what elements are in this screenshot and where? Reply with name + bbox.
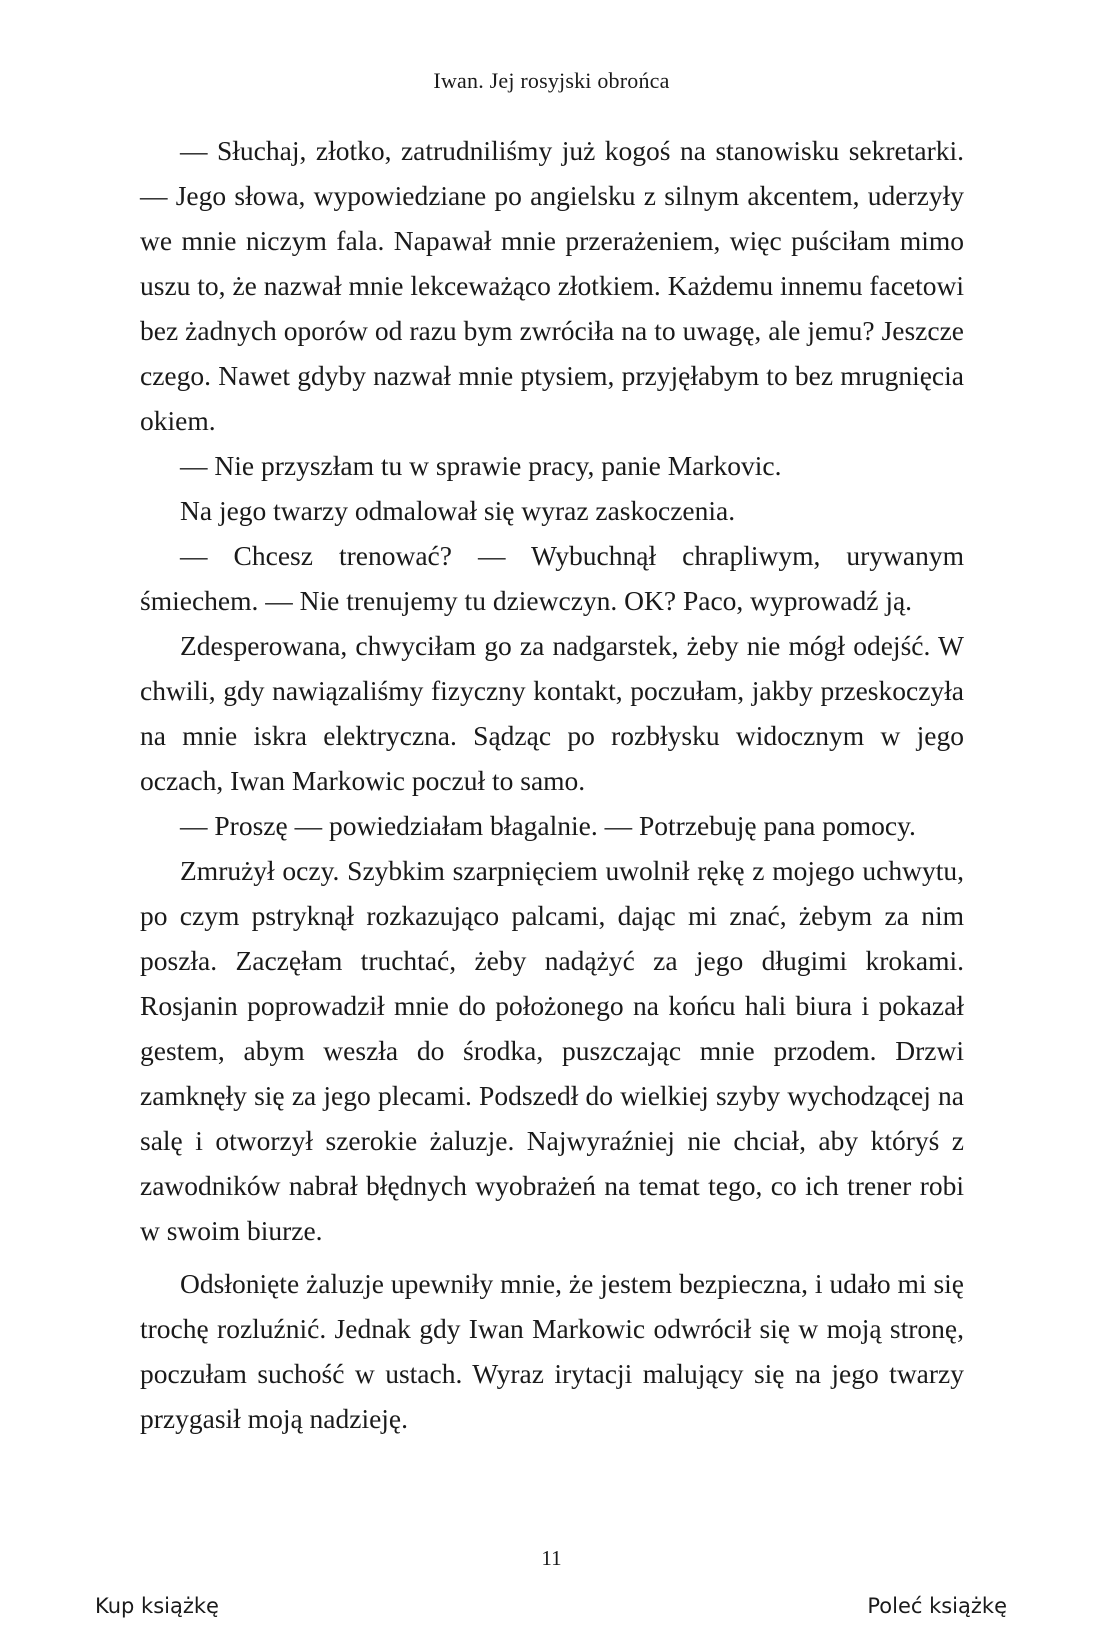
page-number: 11 (541, 1546, 562, 1570)
body-text (140, 128, 964, 1441)
paragraph: Zdesperowana, chwyciłam go za nadgarstek, żeby nie mógł odejść. W chwili, gdy nawiązaliśmy fizyczny kontakt, poczułam, jakby przeskoczyła na mnie iskra elektryczna. Sądząc po rozbłysku widocznym w jego oczach, Iwan Markowic poczuł to samo. (140, 630, 964, 796)
paragraph: — Chcesz trenować? — Wybuchnął chrapliwym, urywanym śmiechem. — Nie trenujemy tu dziewczyn. OK? Paco, wyprowadź ją. (140, 540, 964, 616)
paragraph: Zmrużył oczy. Szybkim szarpnięciem uwolnił rękę z mojego uchwytu, po czym pstryknął rozkazująco palcami, dając mi znać, żebym za nim poszła. Zaczęłam truchtać, żeby nadążyć za jego długimi krokami. Rosjanin poprowadził mnie do położonego na końcu hali biura i pokazał gestem, abym weszła do środka, puszczając mnie przodem. Drzwi zamknęły się za jego plecami. Podszedł do wielkiej szyby wychodzącej na salę i otworzył szerokie żaluzje. Najwyraźniej nie chciał, aby któryś z zawodników nabrał błędnych wyobrażeń na temat tego, co ich trener robi w swoim biurze. (140, 855, 964, 1246)
paragraph: — Nie przyszłam tu w sprawie pracy, panie Markovic. (180, 450, 782, 481)
paragraph: Odsłonięte żaluzje upewniły mnie, że jestem bezpieczna, i udało mi się trochę rozluźnić. Jednak gdy Iwan Markowic odwrócił się w moją stronę, poczułam suchość w ustach. Wyraz irytacji malujący się na jego twarzy przygasił moją nadzieję. (140, 1268, 964, 1434)
paragraph: Na jego twarzy odmalował się wyraz zaskoczenia. (180, 495, 736, 526)
paragraph: — Proszę — powiedziałam błagalnie. — Potrzebuję pana pomocy. (180, 810, 916, 841)
recommend-book-link[interactable]: Poleć książkę (867, 1594, 1007, 1618)
running-header: Iwan. Jej rosyjski obrońca (433, 68, 670, 93)
paragraph: — Słuchaj, złotko, zatrudniliśmy już kogoś na stanowisku sekretarki. — Jego słowa, wypowiedziane po angielsku z silnym akcentem, uderzyły we mnie niczym fala. Napawał mnie przerażeniem, więc puściłam mimo uszu to, że nazwał mnie lekceważąco złotkiem. Każdemu innemu facetowi bez żadnych oporów od razu bym zwróciła na to uwagę, ale jemu? Jeszcze czego. Nawet gdyby nazwał mnie ptysiem, przyjęłabym to bez mrugnięcia okiem. (140, 135, 964, 436)
buy-book-link[interactable]: Kup książkę (95, 1594, 219, 1618)
